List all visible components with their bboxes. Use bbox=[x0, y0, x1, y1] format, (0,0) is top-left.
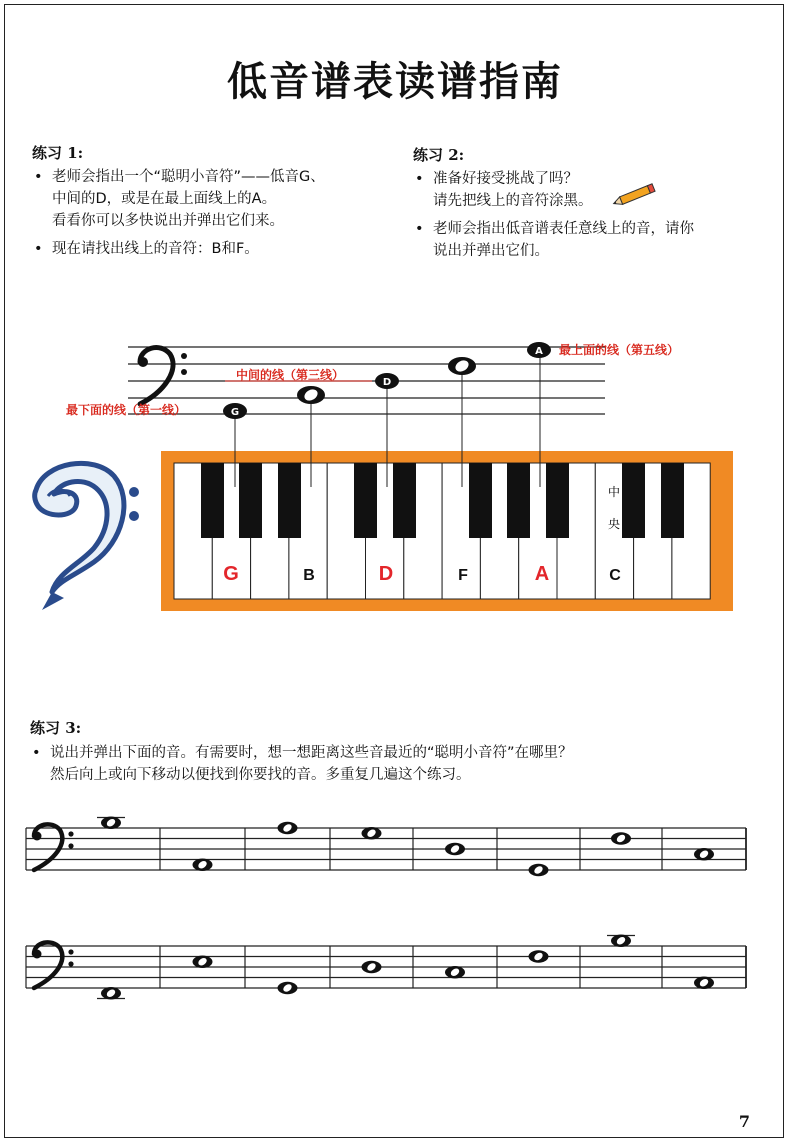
note-f bbox=[448, 357, 476, 375]
svg-text:A: A bbox=[534, 563, 550, 585]
whole-note bbox=[362, 961, 382, 973]
bass-clef-mascot-icon bbox=[24, 452, 144, 612]
whole-note bbox=[278, 822, 298, 834]
svg-text:D: D bbox=[378, 563, 394, 585]
pencil-icon bbox=[612, 184, 658, 206]
whole-note bbox=[529, 864, 549, 876]
exercise2-heading: 练习 2: bbox=[413, 146, 465, 164]
bass-clef-icon bbox=[33, 942, 74, 988]
middle-line-label: 中间的线（第三线） bbox=[236, 368, 345, 382]
svg-text:G: G bbox=[223, 563, 239, 585]
whole-note bbox=[278, 982, 298, 994]
bass-clef-icon bbox=[138, 348, 187, 404]
whole-note bbox=[97, 987, 125, 999]
svg-text:A: A bbox=[535, 346, 543, 357]
page-number: 7 bbox=[738, 1112, 750, 1131]
exercise2-bullet-2: • 老师会指出低音谱表任意线上的音，请你 说出并弹出它们。 bbox=[411, 218, 751, 262]
exercise1-list bbox=[30, 166, 390, 266]
svg-text:C: C bbox=[609, 567, 621, 584]
note-b bbox=[297, 386, 325, 404]
svg-text:G: G bbox=[230, 407, 240, 418]
exercise3-bullet-1: • 说出并弹出下面的音。有需要时，想一想距离这些音最近的“聪明小音符”在哪里？ 然后向上或向下移动以便找到你要找的音。多重复几遍这个练习。 bbox=[28, 742, 748, 786]
middle-c-char-2: 央 bbox=[607, 517, 621, 531]
svg-text:B: B bbox=[303, 567, 315, 584]
drill-staff-row-2 bbox=[0, 928, 790, 1008]
page-title: 低音谱表读谱指南 bbox=[227, 59, 563, 105]
note-d bbox=[375, 373, 399, 389]
exercise1-heading: 练习 1: bbox=[32, 144, 84, 162]
bottom-line-label: 最下面的线（第一线） bbox=[66, 403, 187, 417]
exercise1-bullet-2: • 现在请找出线上的音符：B和F。 bbox=[30, 238, 390, 260]
exercise3-heading: 练习 3: bbox=[30, 719, 82, 737]
whole-note bbox=[362, 827, 382, 839]
exercise2-bullet-1: • 准备好接受挑战了吗？ 请先把线上的音符涂黑。 bbox=[411, 168, 751, 212]
exercise1-bullet-1: • 老师会指出一个“聪明小音符”——低音G、 中间的D，或是在最上面线上的A。 看看你可以多快说出并弹出它们来。 bbox=[30, 166, 390, 232]
whole-note bbox=[193, 859, 213, 871]
svg-text:D: D bbox=[382, 377, 392, 388]
whole-note bbox=[193, 956, 213, 968]
top-line-label: 最上面的线（第五线） bbox=[559, 343, 680, 357]
whole-note bbox=[445, 843, 465, 855]
whole-note bbox=[694, 977, 714, 989]
exercise3-list bbox=[28, 742, 748, 792]
whole-note bbox=[445, 966, 465, 978]
exercise2-list bbox=[411, 168, 751, 268]
whole-note bbox=[97, 817, 125, 829]
bass-clef-icon bbox=[33, 824, 74, 870]
whole-note bbox=[529, 950, 549, 962]
drill-staff-row-1 bbox=[0, 810, 790, 890]
whole-note bbox=[611, 832, 631, 844]
whole-note bbox=[607, 935, 635, 947]
note-g bbox=[223, 403, 247, 419]
middle-c-char-1: 中 bbox=[607, 485, 621, 499]
svg-text:F: F bbox=[458, 567, 468, 584]
note-a bbox=[527, 342, 551, 358]
whole-note bbox=[694, 848, 714, 860]
